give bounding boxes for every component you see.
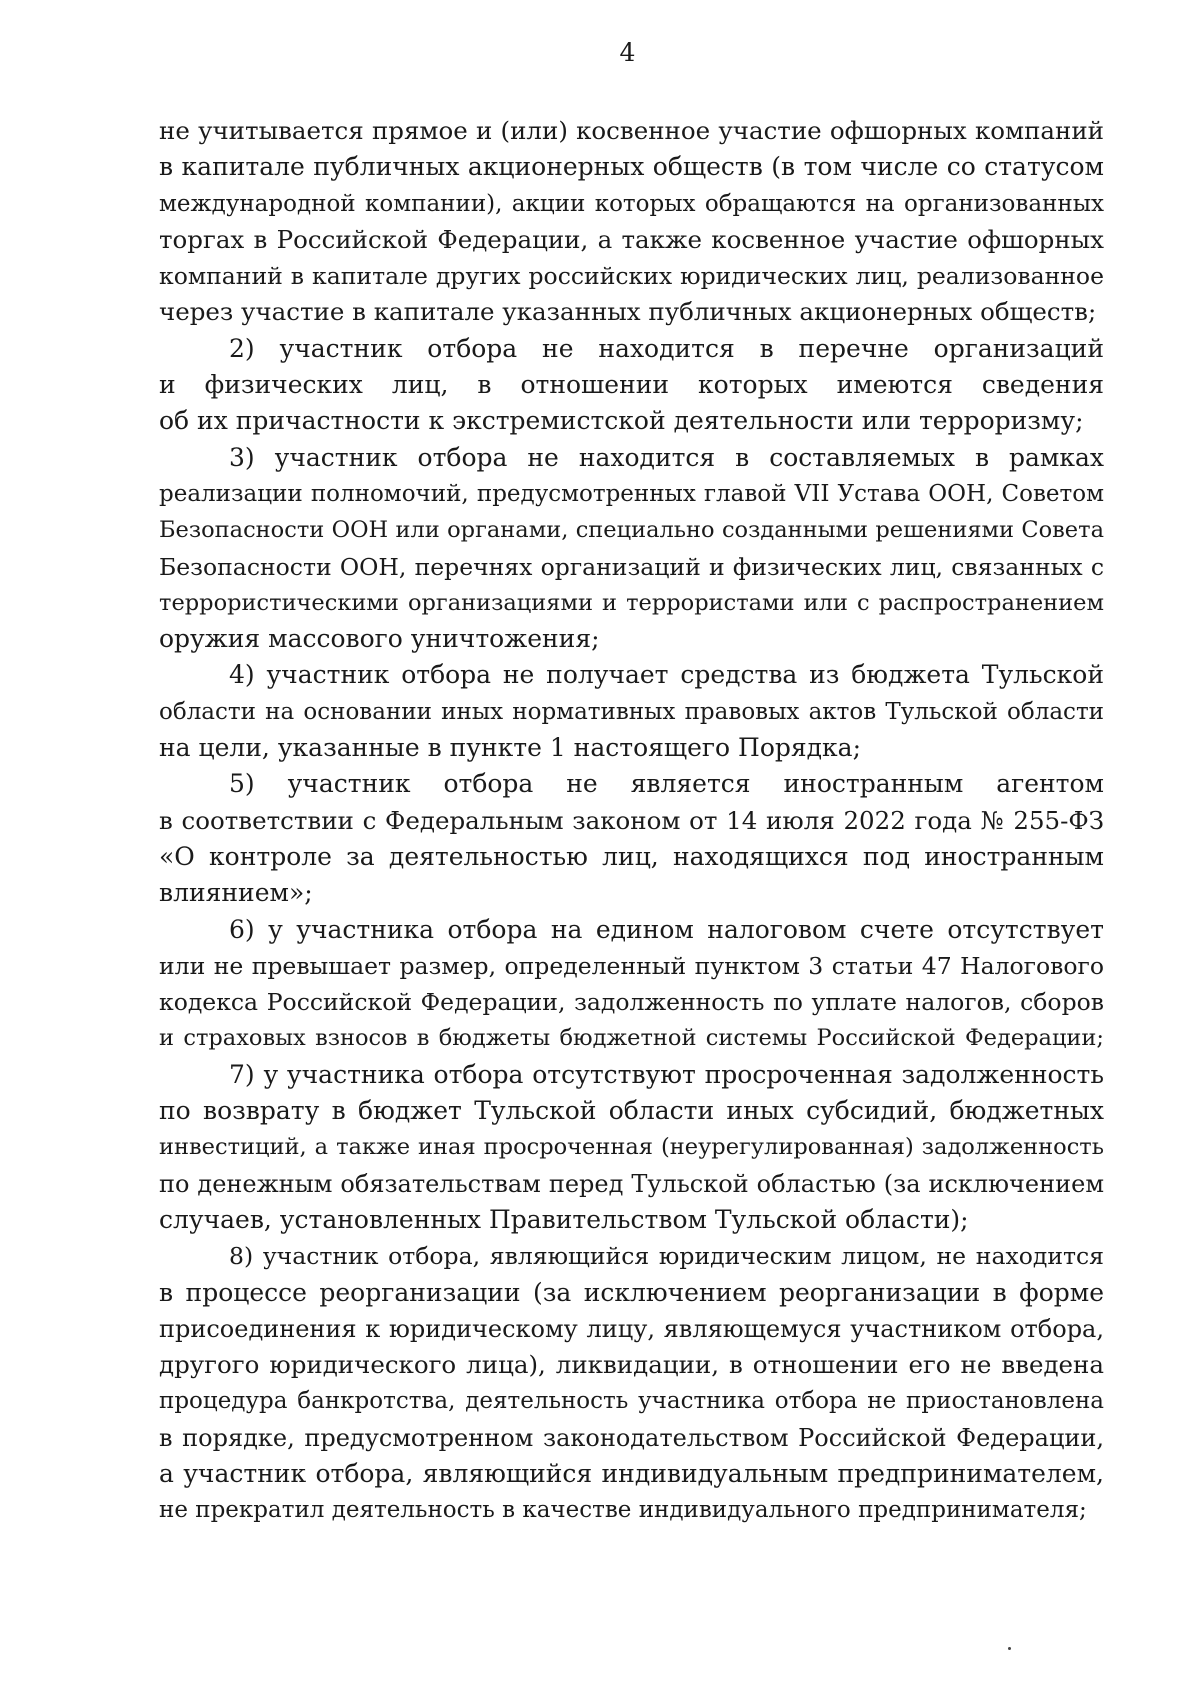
text-line: в порядке, предусмотренном законодательством Российской Федерации, [159,1423,1104,1452]
text-line: в капитале публичных акционерных обществ (в том числе со статусом [159,152,1104,182]
text-line: по возврату в бюджет Тульской области иных субсидий, бюджетных [159,1096,1104,1126]
text-line: в соответствии с Федеральным законом от 14 июля 2022 года № 255-ФЗ [159,805,1104,835]
text-line: оружия массового уничтожения; [159,624,600,654]
text-line: в процессе реорганизации (за исключением реорганизации в форме [159,1277,1104,1307]
text-line: и страховых взносов в бюджеты бюджетной системы Российской Федерации; [159,1025,1104,1052]
text-line: через участие в капитале указанных публичных акционерных обществ; [159,297,1097,327]
text-line: или не превышает размер, определенный пунктом 3 статьи 47 Налогового [159,951,1104,980]
text-line: и физических лиц, в отношении которых имеются сведения [159,370,1104,400]
text-line: не учитывается прямое и (или) косвенное участие офшорных компаний [159,116,1104,145]
text-line: 4) участник отбора не получает средства из бюджета Тульской [229,660,1104,690]
text-line: не прекратил деятельность в качестве индивидуального предпринимателя; [159,1497,1087,1524]
text-line: Безопасности ООН или органами, специально созданными решениями Совета [159,517,1104,544]
text-line: международной компании), акции которых обращаются на организованных [159,190,1104,217]
text-line: «О контроле за деятельностью лиц, находящихся под иностранным [159,841,1104,871]
text-line: 2) участник отбора не находится в перечне организаций [229,333,1104,363]
text-line: кодекса Российской Федерации, задолженность по уплате налогов, сборов [159,988,1104,1017]
text-line: а участник отбора, являющийся индивидуальным предпринимателем, [159,1458,1104,1488]
text-line: 7) у участника отбора отсутствуют просроченная задолженность [229,1059,1104,1089]
text-line: случаев, установленных Правительством Тульской области); [159,1204,969,1234]
scan-speck [1008,1647,1011,1650]
text-line: террористическими организациями и террористами или с распространением [159,589,1104,616]
text-line: торгах в Российской Федерации, а также косвенное участие офшорных [159,224,1104,254]
text-line: влиянием»; [159,878,313,908]
document-body [159,113,1104,1529]
text-line: другого юридического лица), ликвидации, в отношении его не введена [159,1350,1104,1380]
text-line: Безопасности ООН, перечнях организаций и физических лиц, связанных с [159,552,1104,581]
text-line: 3) участник отбора не находится в составляемых в рамках [229,442,1104,472]
text-line: компаний в капитале других российских юридических лиц, реализованное [159,262,1104,291]
text-line: 6) у участника отбора на едином налоговом счете отсутствует [229,914,1104,944]
text-line: на цели, указанные в пункте 1 настоящего Порядка; [159,733,862,763]
page-number: 4 [619,38,636,67]
text-line: инвестиций, а также иная просроченная (неурегулированная) задолженность [159,1134,1104,1161]
text-line: реализации полномочий, предусмотренных главой VII Устава ООН, Советом [159,480,1104,507]
text-line: по денежным обязательствам перед Тульской областью (за исключением [159,1169,1104,1198]
text-line: присоединения к юридическому лицу, являющемуся участником отбора, [159,1314,1104,1343]
text-line: об их причастности к экстремистской деятельности или терроризму; [159,406,1084,436]
text-line: процедура банкротства, деятельность участника отбора не приостановлена [159,1388,1104,1415]
text-line: 5) участник отбора не является иностранным агентом [229,769,1104,799]
text-line: 8) участник отбора, являющийся юридическим лицом, не находится [229,1242,1104,1271]
text-line: области на основании иных нормативных правовых актов Тульской области [159,698,1104,725]
